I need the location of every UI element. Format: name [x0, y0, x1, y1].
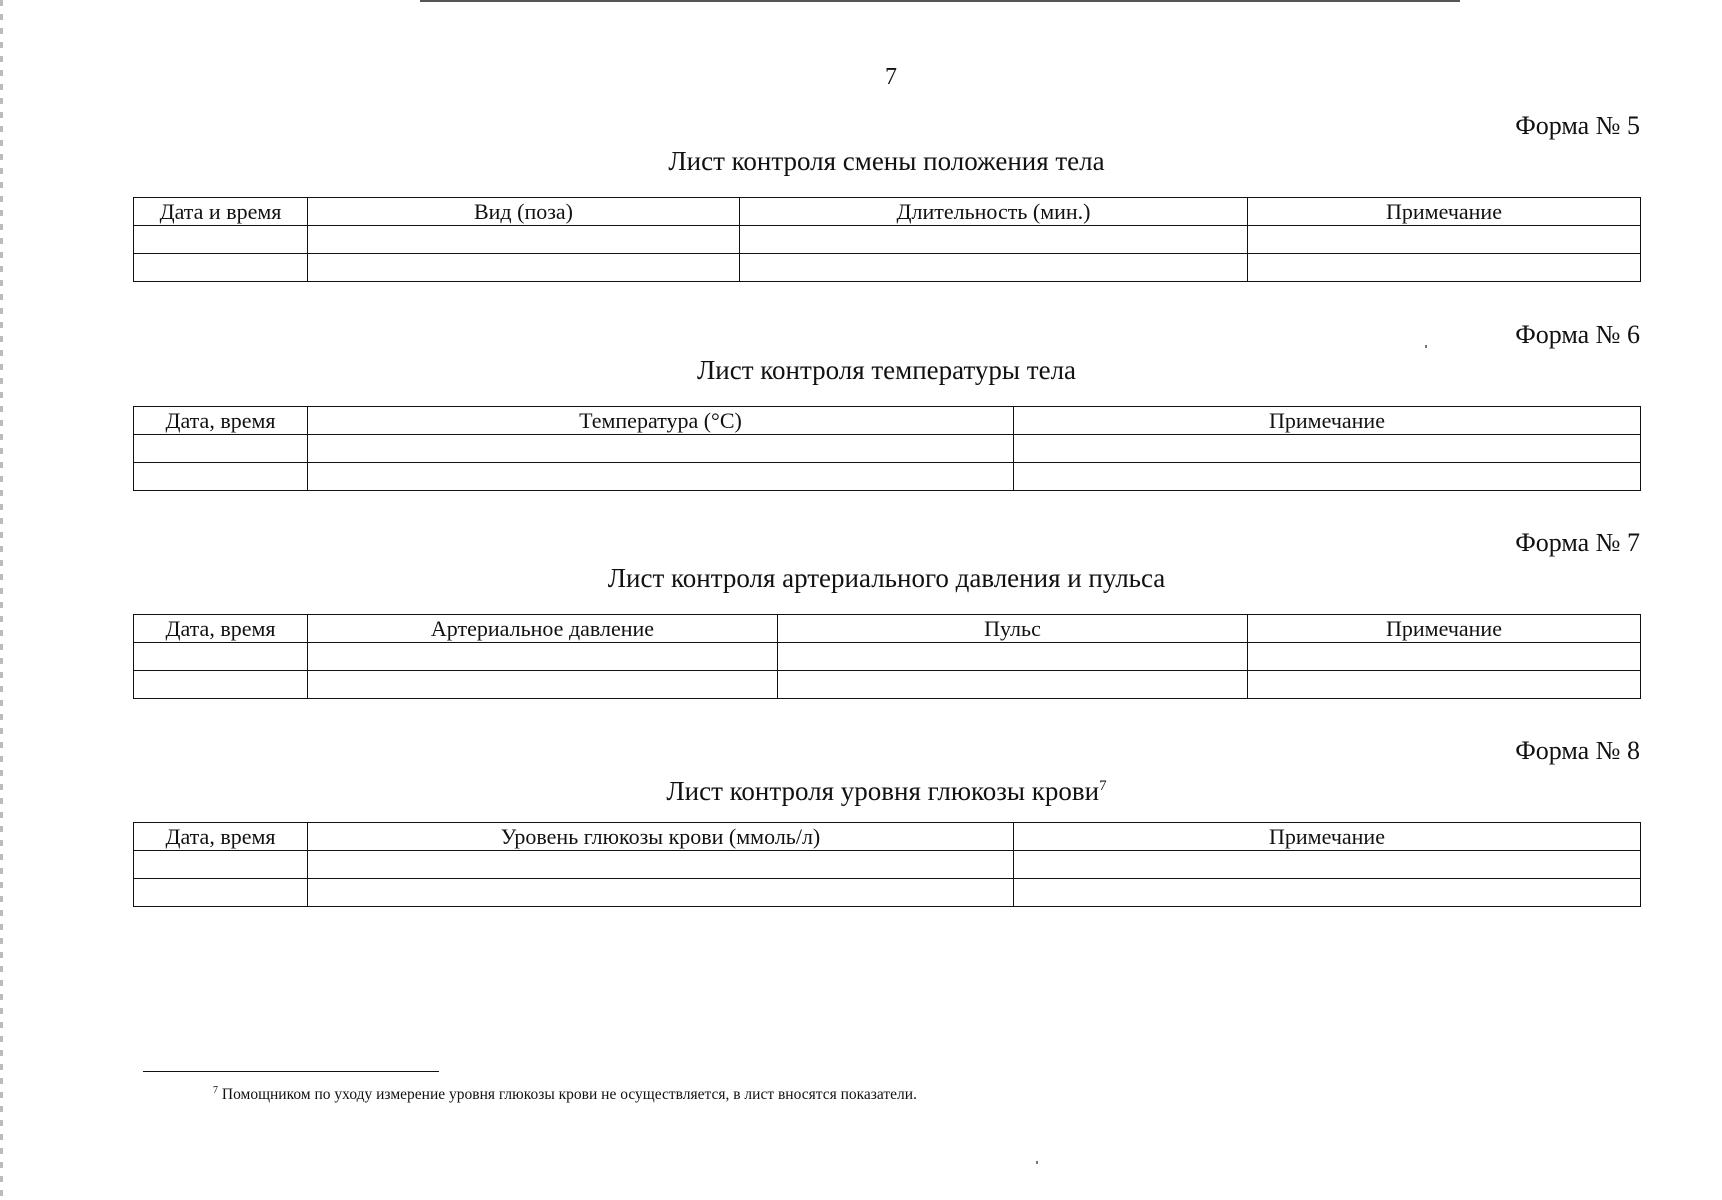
table-row: [134, 435, 1641, 463]
page-number: 7: [885, 64, 897, 90]
body-temperature-table: [133, 406, 1641, 491]
scan-edge-top: [420, 0, 1460, 4]
form-8: [133, 736, 1640, 907]
footnote-marker: 7: [213, 1085, 218, 1096]
column-header: Артериальное давление: [308, 615, 778, 643]
column-header: Уровень глюкозы крови (ммоль/л): [308, 823, 1014, 851]
form-title: Лист контроля уровня глюкозы крови: [666, 776, 1100, 806]
table-cell: [134, 851, 308, 879]
table-cell: [1248, 671, 1641, 699]
table-cell: [308, 226, 740, 254]
table-cell: [308, 435, 1014, 463]
footnote-text: Помощником по уходу измерение уровня глюкозы крови не осуществляется, в лист вносятся показатели.: [221, 1086, 917, 1104]
column-header: Примечание: [1248, 615, 1641, 643]
form-title: Лист контроля температуры тела: [696, 355, 1077, 385]
table-cell: [740, 254, 1248, 282]
table-cell: [1248, 226, 1641, 254]
scan-edge-left: [0, 0, 3, 1200]
blood-pressure-pulse-table: [133, 614, 1641, 699]
table-header-row: [134, 407, 1641, 435]
table-cell: [308, 671, 778, 699]
form-title: Лист контроля артериального давления и пульса: [607, 563, 1166, 593]
table-cell: [1014, 851, 1641, 879]
table-cell: [308, 879, 1014, 907]
form-number: Форма № 5: [1515, 111, 1640, 140]
table-cell: [134, 463, 308, 491]
column-header: Дата и время: [134, 198, 308, 226]
table-cell: [134, 879, 308, 907]
table-cell: [778, 643, 1248, 671]
table-cell: [308, 463, 1014, 491]
table-cell: [1248, 643, 1641, 671]
blood-glucose-table: [133, 822, 1641, 907]
form-number: Форма № 8: [1515, 736, 1640, 765]
table-cell: [1248, 254, 1641, 282]
body-position-table: [133, 197, 1641, 282]
table-row: [134, 226, 1641, 254]
table-cell: [134, 643, 308, 671]
column-header: Длительность (мин.): [740, 198, 1248, 226]
table-row: [134, 851, 1641, 879]
column-header: Примечание: [1014, 407, 1641, 435]
table-cell: [1014, 879, 1641, 907]
table-row: [134, 643, 1641, 671]
footnote-reference: 7: [1099, 778, 1107, 794]
column-header: Примечание: [1248, 198, 1641, 226]
column-header: Дата, время: [134, 615, 308, 643]
form-6: [133, 320, 1640, 491]
table-cell: [134, 226, 308, 254]
table-cell: [134, 254, 308, 282]
table-cell: [778, 671, 1248, 699]
table-cell: [134, 435, 308, 463]
table-cell: [1014, 435, 1641, 463]
footnote: [213, 1081, 917, 1105]
table-header-row: [134, 198, 1641, 226]
form-title-wrapper: [133, 770, 1640, 806]
column-header: Пульс: [778, 615, 1248, 643]
column-header: Температура (°С): [308, 407, 1014, 435]
table-cell: [308, 851, 1014, 879]
table-cell: [308, 643, 778, 671]
table-header-row: [134, 615, 1641, 643]
form-title: Лист контроля смены положения тела: [668, 146, 1105, 176]
table-cell: [1014, 463, 1641, 491]
table-row: [134, 671, 1641, 699]
table-row: [134, 254, 1641, 282]
table-row: [134, 463, 1641, 491]
column-header: Вид (поза): [308, 198, 740, 226]
table-row: [134, 879, 1641, 907]
table-cell: [740, 226, 1248, 254]
table-cell: [308, 254, 740, 282]
table-cell: [134, 671, 308, 699]
form-number: Форма № 6: [1515, 320, 1640, 349]
form-number: Форма № 7: [1515, 528, 1640, 557]
footnote-separator: [143, 1071, 439, 1072]
form-7: [133, 528, 1640, 699]
column-header: Дата, время: [134, 823, 308, 851]
column-header: Примечание: [1014, 823, 1641, 851]
column-header: Дата, время: [134, 407, 308, 435]
scan-speck: [1425, 345, 1427, 348]
scan-speck: [1036, 1161, 1038, 1164]
form-5: [133, 111, 1640, 282]
table-header-row: [134, 823, 1641, 851]
